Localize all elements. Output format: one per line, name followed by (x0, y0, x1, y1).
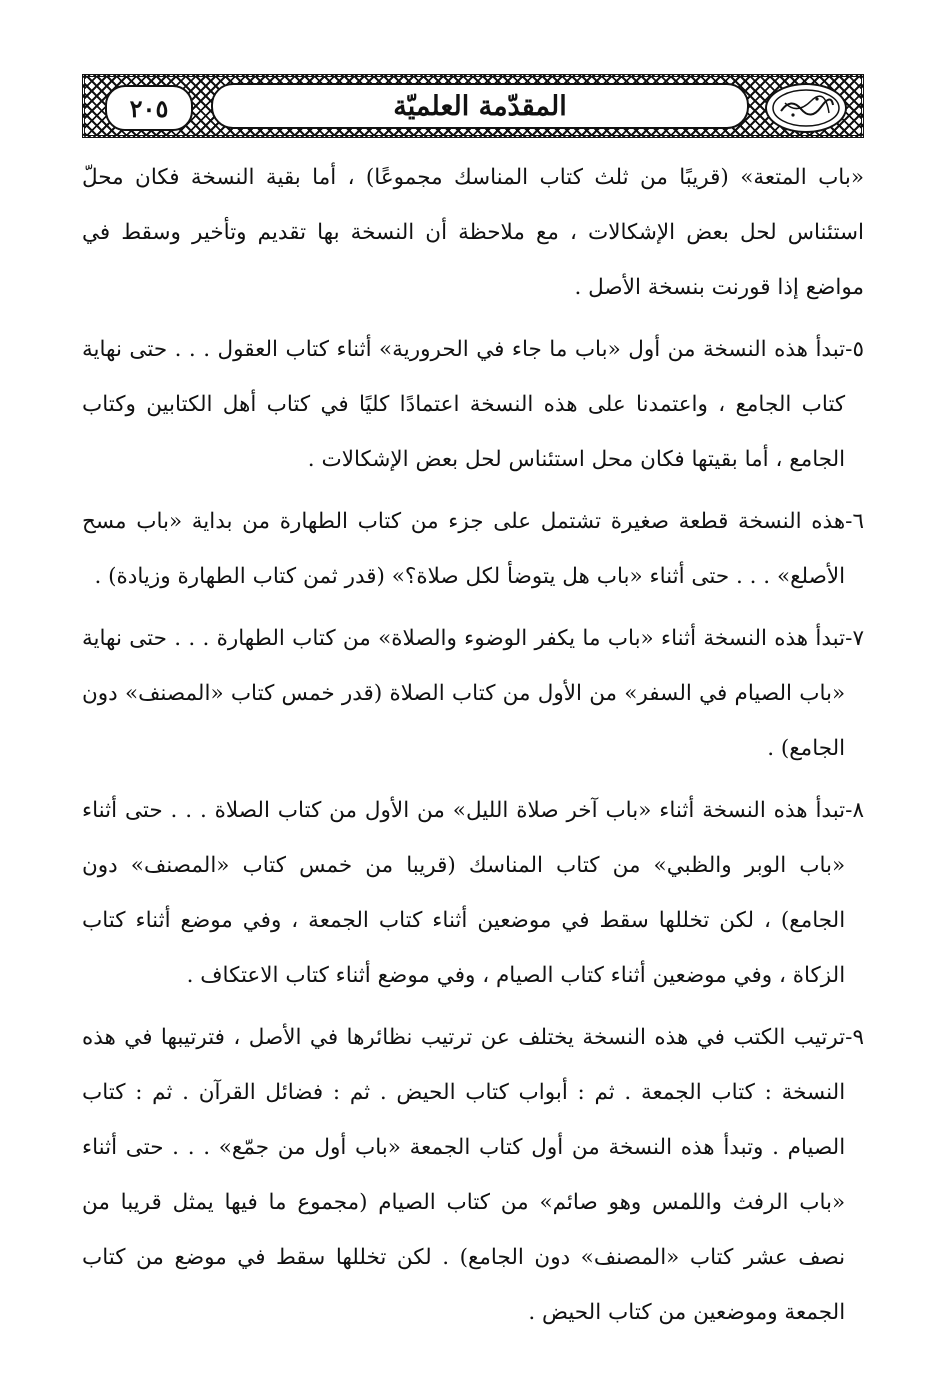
item-number: ٥- (845, 337, 864, 362)
item-number: ٧- (845, 626, 864, 651)
numbered-item (82, 494, 864, 604)
page-number-box (105, 85, 193, 131)
numbered-item (82, 322, 864, 487)
item-text: تبدأ هذه النسخة أثناء «باب آخر صلاة الليل» من الأول من كتاب الصلاة . . . حتى أثناء «باب الوبر والظبي» من كتاب المناسك (قريبا من خمس كتاب «المصنف» دون الجامع) ، لكن تخللها سقط في موضعين أثناء كتاب الجمعة ، وفي موضع أثناء كتاب الزكاة ، وفي موضعين أثناء كتاب الصيام ، وفي موضع أثناء كتاب الاعتكاف . (82, 798, 846, 988)
item-text: هذه النسخة قطعة صغيرة تشتمل على جزء من كتاب الطهارة من بداية «باب مسح الأصلع» . . . حتى أثناء «باب هل يتوضأ لكل صلاة؟» (قدر ثمن كتاب الطهارة وزيادة) . (82, 509, 846, 589)
header-title-box (211, 83, 749, 129)
numbered-item (82, 1010, 864, 1340)
item-number: ٦- (845, 509, 864, 534)
item-text: تبدأ هذه النسخة من أول «باب ما جاء في الحرورية» أثناء كتاب العقول . . . حتى نهاية كتاب الجامع ، واعتمدنا على هذه النسخة اعتمادًا كليًا في كتاب أهل الكتابين وكتاب الجامع ، أما بقيتها فكان محل استئناس لحل بعض الإشكالات . (82, 337, 846, 472)
item-text: ترتيب الكتب في هذه النسخة يختلف عن ترتيب نظائرها في الأصل ، فترتيبها في هذه النسخة : كتاب الجمعة . ثم : أبواب كتاب الحيض . ثم : فضائل القرآن . ثم : كتاب الصيام . وتبدأ هذه النسخة من أول كتاب الجمعة «باب أول من جمّع» . . . حتى أثناء «باب الرفث واللمس وهو صائم» من كتاب الصيام (مجموع ما فيها يمثل قريبا من نصف عشر كتاب «المصنف» دون الجامع) . لكن تخللها سقط في موضع من كتاب الجمعة وموضعين من كتاب الحيض . (82, 1025, 846, 1325)
item-number: ٨- (845, 798, 864, 823)
author-seal-icon (765, 83, 847, 133)
page-title: المقدّمة العلميّة (393, 90, 567, 122)
item-number: ٩- (845, 1025, 864, 1050)
author-seal-graphic (767, 85, 845, 131)
page-header (82, 74, 864, 138)
intro-paragraph (82, 150, 864, 315)
item-text: تبدأ هذه النسخة أثناء «باب ما يكفر الوضوء والصلاة» من كتاب الطهارة . . . حتى نهاية «باب الصيام في السفر» من الأول من كتاب الصلاة (قدر خمس كتاب «المصنف» دون الجامع) . (82, 626, 846, 761)
numbered-item (82, 783, 864, 1003)
intro-paragraph-text: «باب المتعة» (قريبًا من ثلث كتاب المناسك مجموعًا) ، أما بقية النسخة فكان محلّ استئناس لحل بعض الإشكالات ، مع ملاحظة أن النسخة بها تقديم وتأخير وسقط في مواضع إذا قورنت بنسخة الأصل . (82, 165, 864, 300)
page-body (82, 150, 864, 1340)
numbered-item (82, 611, 864, 776)
page-number: ٢٠٥ (129, 93, 169, 123)
